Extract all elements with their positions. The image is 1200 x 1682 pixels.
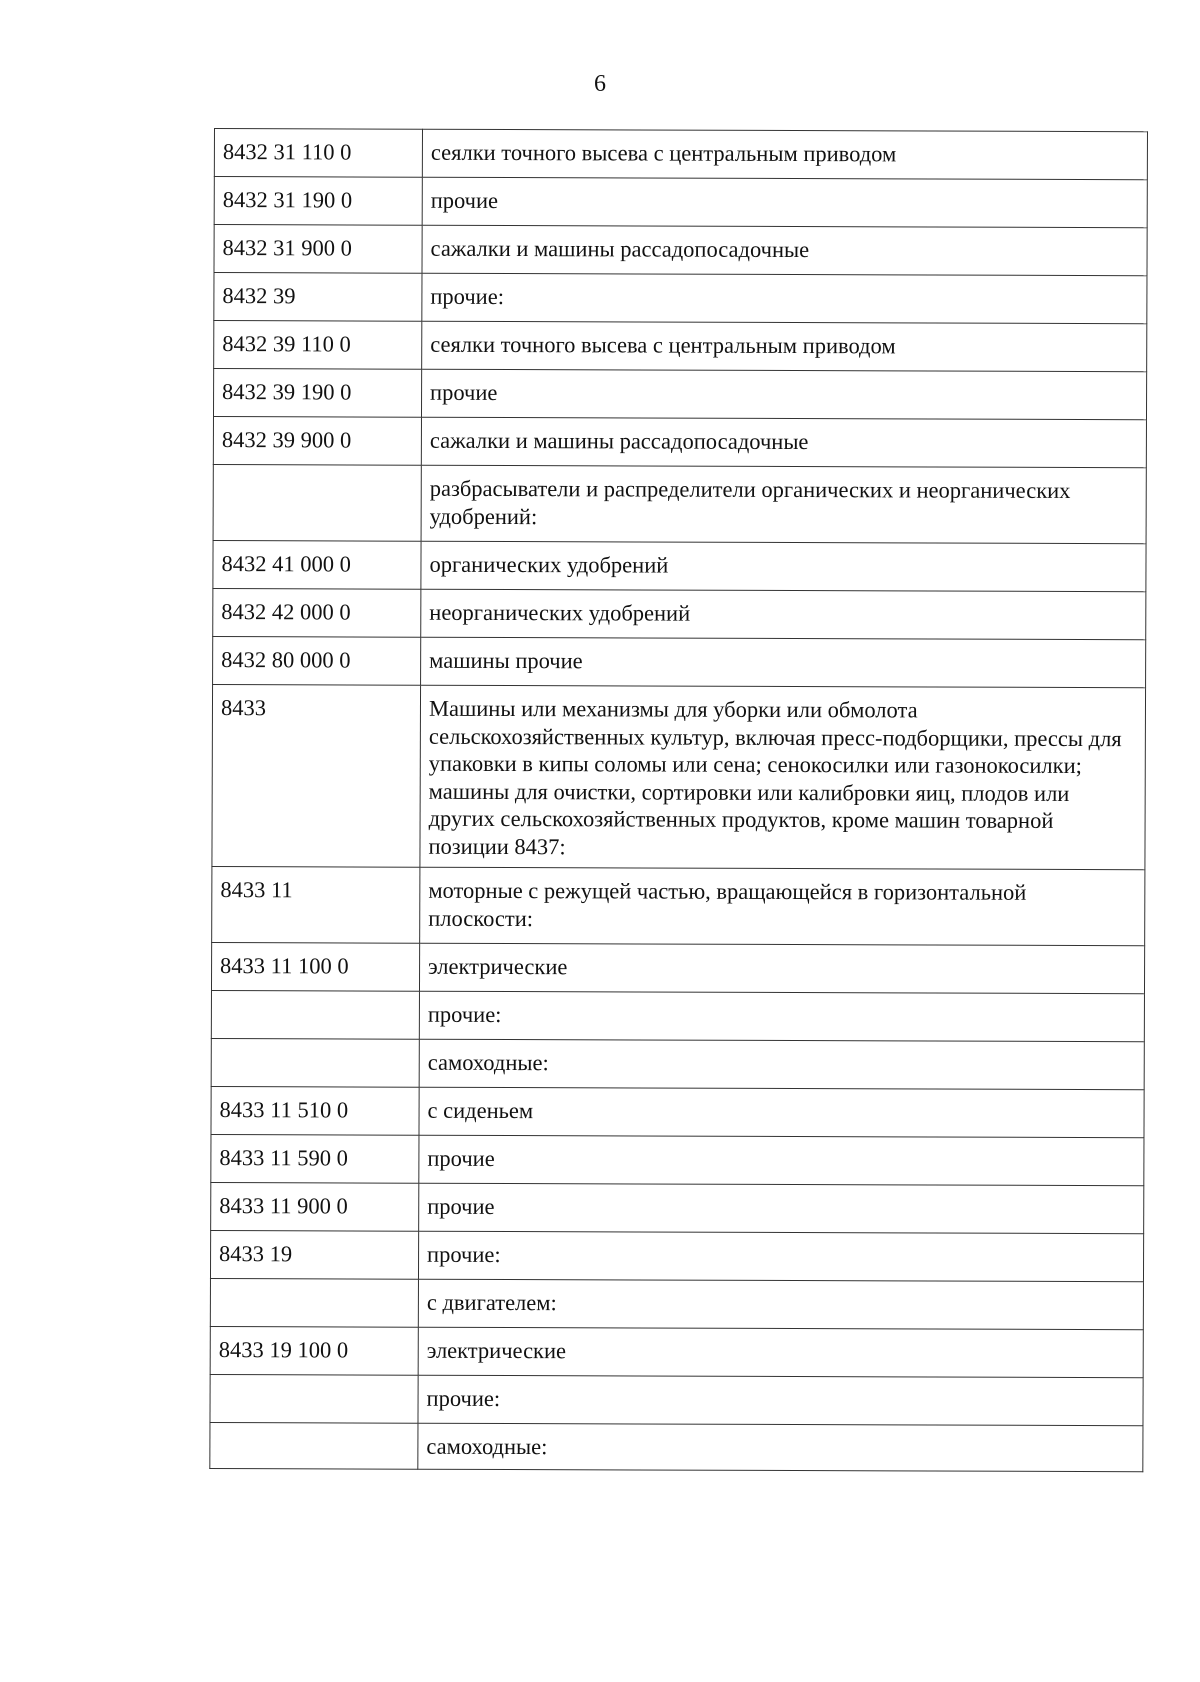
code-cell: 8432 39 [214, 273, 422, 322]
code-cell: 8433 [212, 684, 421, 867]
table-row [211, 1182, 1144, 1233]
code-cell [210, 1374, 418, 1423]
code-cell: 8433 19 [210, 1230, 418, 1279]
code-cell: 8432 42 000 0 [213, 588, 421, 637]
description-cell: самоходные: [418, 1423, 1143, 1472]
table-row [214, 273, 1147, 324]
code-cell: 8432 31 190 0 [214, 177, 422, 226]
code-cell: 8433 11 590 0 [211, 1134, 419, 1183]
code-cell: 8433 11 100 0 [211, 942, 419, 991]
code-cell: 8432 39 110 0 [214, 321, 422, 370]
table-row [214, 225, 1147, 276]
description-cell: прочие: [418, 1231, 1143, 1282]
table-row [211, 942, 1144, 993]
table-row [210, 1374, 1143, 1425]
code-cell [210, 1422, 418, 1469]
table-row [212, 866, 1145, 945]
code-cell: 8433 11 900 0 [211, 1182, 419, 1231]
description-cell: сеялки точного высева с центральным приводом [422, 129, 1147, 180]
tariff-table [209, 128, 1148, 1472]
code-cell: 8433 11 [212, 866, 420, 943]
description-cell: прочие: [422, 273, 1147, 324]
description-cell: органических удобрений [421, 541, 1146, 592]
code-cell: 8432 39 900 0 [213, 417, 421, 466]
description-cell: неорганических удобрений [421, 589, 1146, 640]
description-cell: сажалки и машины рассадопосадочные [421, 417, 1146, 468]
code-cell: 8432 31 110 0 [214, 129, 422, 178]
table-row [214, 321, 1147, 372]
code-cell [211, 990, 419, 1039]
code-cell [211, 1038, 419, 1087]
table-row [211, 990, 1144, 1041]
description-cell: машины прочие [421, 637, 1146, 688]
description-cell: сажалки и машины рассадопосадочные [422, 225, 1147, 276]
table-row [214, 129, 1147, 180]
table-row [213, 588, 1146, 639]
table-row [211, 1038, 1144, 1089]
code-cell: 8432 39 190 0 [213, 369, 421, 418]
code-cell: 8432 80 000 0 [213, 636, 421, 685]
description-cell: прочие: [418, 1375, 1143, 1426]
table-row [212, 684, 1146, 869]
table-row [214, 177, 1147, 228]
table-row [213, 369, 1146, 420]
table-row [210, 1278, 1143, 1329]
description-cell: Машины или механизмы для уборки или обмолота сельскохозяйственных культур, включая пресс-подборщики, прессы для упаковки в кипы соломы или сена; сенокосилки или газонокосилки; машины для очистки, сортировки или калибровки яиц, плодов или других сельскохозяйственных продуктов, кроме машин товарной позиции 8437: [420, 685, 1146, 870]
table-row [211, 1134, 1144, 1185]
table-row [210, 1230, 1143, 1281]
description-cell: сеялки точного высева с центральным приводом [422, 321, 1147, 372]
table-row [213, 540, 1146, 591]
description-cell: разбрасыватели и распределители органических и неорганических удобрений: [421, 465, 1146, 544]
description-cell: самоходные: [419, 1039, 1144, 1090]
table-row [210, 1422, 1143, 1471]
description-cell: моторные с режущей частью, вращающейся в горизонтальной плоскости: [420, 867, 1145, 946]
description-cell: прочие [419, 1135, 1144, 1186]
table-row [213, 636, 1146, 687]
description-cell: с сиденьем [419, 1087, 1144, 1138]
table-row [213, 464, 1146, 543]
code-cell: 8433 19 100 0 [210, 1326, 418, 1375]
code-cell: 8433 11 510 0 [211, 1086, 419, 1135]
code-cell: 8432 41 000 0 [213, 540, 421, 589]
description-cell: электрические [418, 1327, 1143, 1378]
code-cell: 8432 31 900 0 [214, 225, 422, 274]
description-cell: прочие: [419, 991, 1144, 1042]
table-row [213, 417, 1146, 468]
description-cell: электрические [419, 943, 1144, 994]
code-cell [213, 464, 421, 541]
description-cell: прочие [419, 1183, 1144, 1234]
page-number: 6 [594, 71, 606, 97]
description-cell: с двигателем: [418, 1279, 1143, 1330]
description-cell: прочие [421, 369, 1146, 420]
code-cell [210, 1278, 418, 1327]
table-row [211, 1086, 1144, 1137]
description-cell: прочие [422, 177, 1147, 228]
table-row [210, 1326, 1143, 1377]
